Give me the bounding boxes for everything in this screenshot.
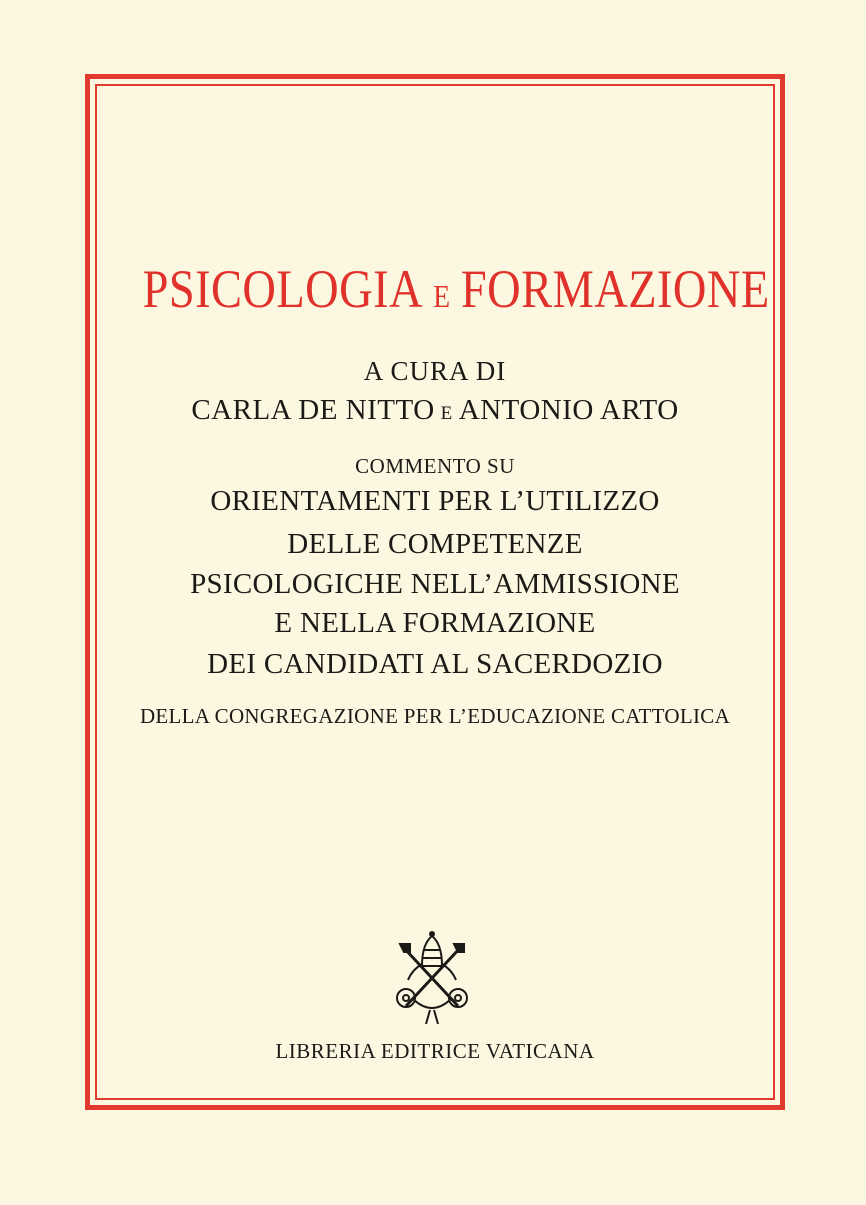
document-title-line-3: PSICOLOGICHE NELL’AMMISSIONE — [190, 568, 680, 600]
authors — [95, 396, 775, 425]
congregation-line: DELLA CONGREGAZIONE PER L’EDUCAZIONE CATTOLICA — [139, 704, 731, 728]
commentary-intro: COMMENTO SU — [355, 454, 515, 478]
document-title-line-5: DEI CANDIDATI AL SACERDOZIO — [207, 648, 663, 680]
papal-keys-tiara-emblem-icon — [392, 930, 472, 1026]
title-part-2: FORMAZIONE — [460, 259, 770, 319]
edited-by-label: A CURA DI — [363, 356, 507, 386]
document-title-line-2: DELLE COMPETENZE — [287, 528, 583, 560]
title-conjunction: E — [433, 278, 451, 314]
book-title — [142, 259, 770, 319]
publisher-name: LIBRERIA EDITRICE VATICANA — [275, 1039, 595, 1063]
document-title-line-1: ORIENTAMENTI PER L’UTILIZZO — [210, 485, 660, 517]
author-1: CARLA DE NITTO — [191, 394, 435, 426]
author-conjunction: E — [440, 403, 453, 424]
author-2: ANTONIO ARTO — [458, 394, 679, 426]
document-title-line-4: E NELLA FORMAZIONE — [274, 607, 596, 639]
title-part-1: PSICOLOGIA — [142, 259, 423, 319]
